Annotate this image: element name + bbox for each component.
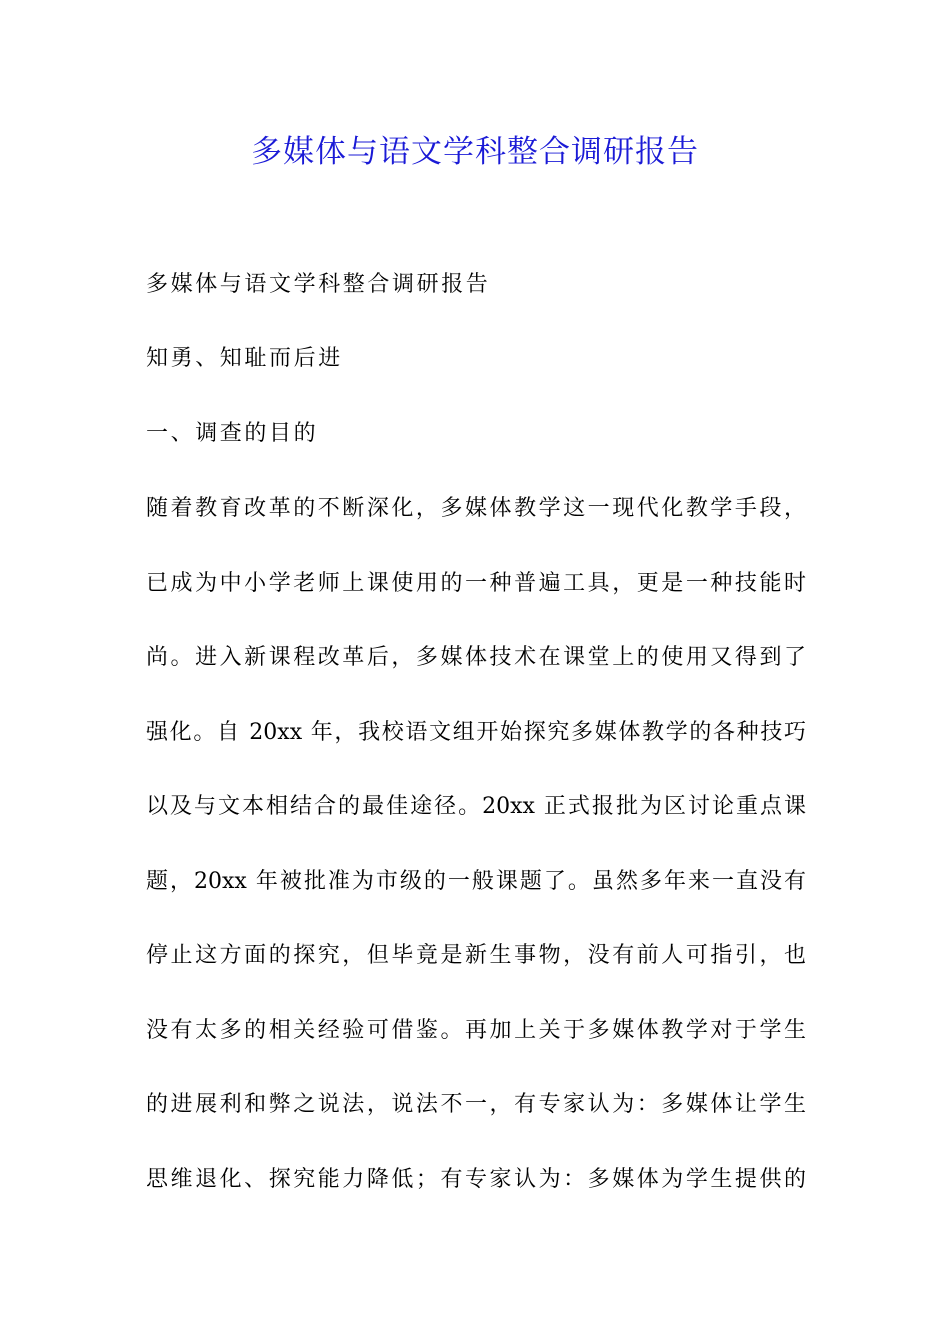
motto-line: 知勇、知耻而后进 [146, 346, 343, 371]
body-line: 已成为中小学老师上课使用的一种普遍工具，更是一种技能时 [146, 571, 806, 596]
body-line: 随着教育改革的不断深化，多媒体教学这一现代化教学手段， [146, 496, 806, 521]
section-heading: 一、调查的目的 [146, 421, 319, 446]
body-line: 没有太多的相关经验可借鉴。再加上关于多媒体教学对于学生 [146, 1018, 806, 1043]
document-title: 多媒体与语文学科整合调研报告 [251, 134, 699, 170]
body-line: 停止这方面的探究，但毕竟是新生事物，没有前人可指引，也 [146, 943, 806, 968]
body-line: 尚。进入新课程改革后，多媒体技术在课堂上的使用又得到了 [146, 645, 806, 670]
body-line: 的进展利和弊之说法，说法不一，有专家认为：多媒体让学生 [146, 1092, 806, 1117]
body-line: 思维退化、探究能力降低；有专家认为：多媒体为学生提供的 [146, 1167, 806, 1192]
body-line: 题，20xx 年被批准为市级的一般课题了。虽然多年来一直没有 [146, 869, 806, 894]
body-line: 强化。自 20xx 年，我校语文组开始探究多媒体教学的各种技巧 [146, 720, 806, 745]
body-line: 以及与文本相结合的最佳途径。20xx 正式报批为区讨论重点课 [146, 794, 806, 819]
document-subtitle: 多媒体与语文学科整合调研报告 [146, 272, 491, 297]
